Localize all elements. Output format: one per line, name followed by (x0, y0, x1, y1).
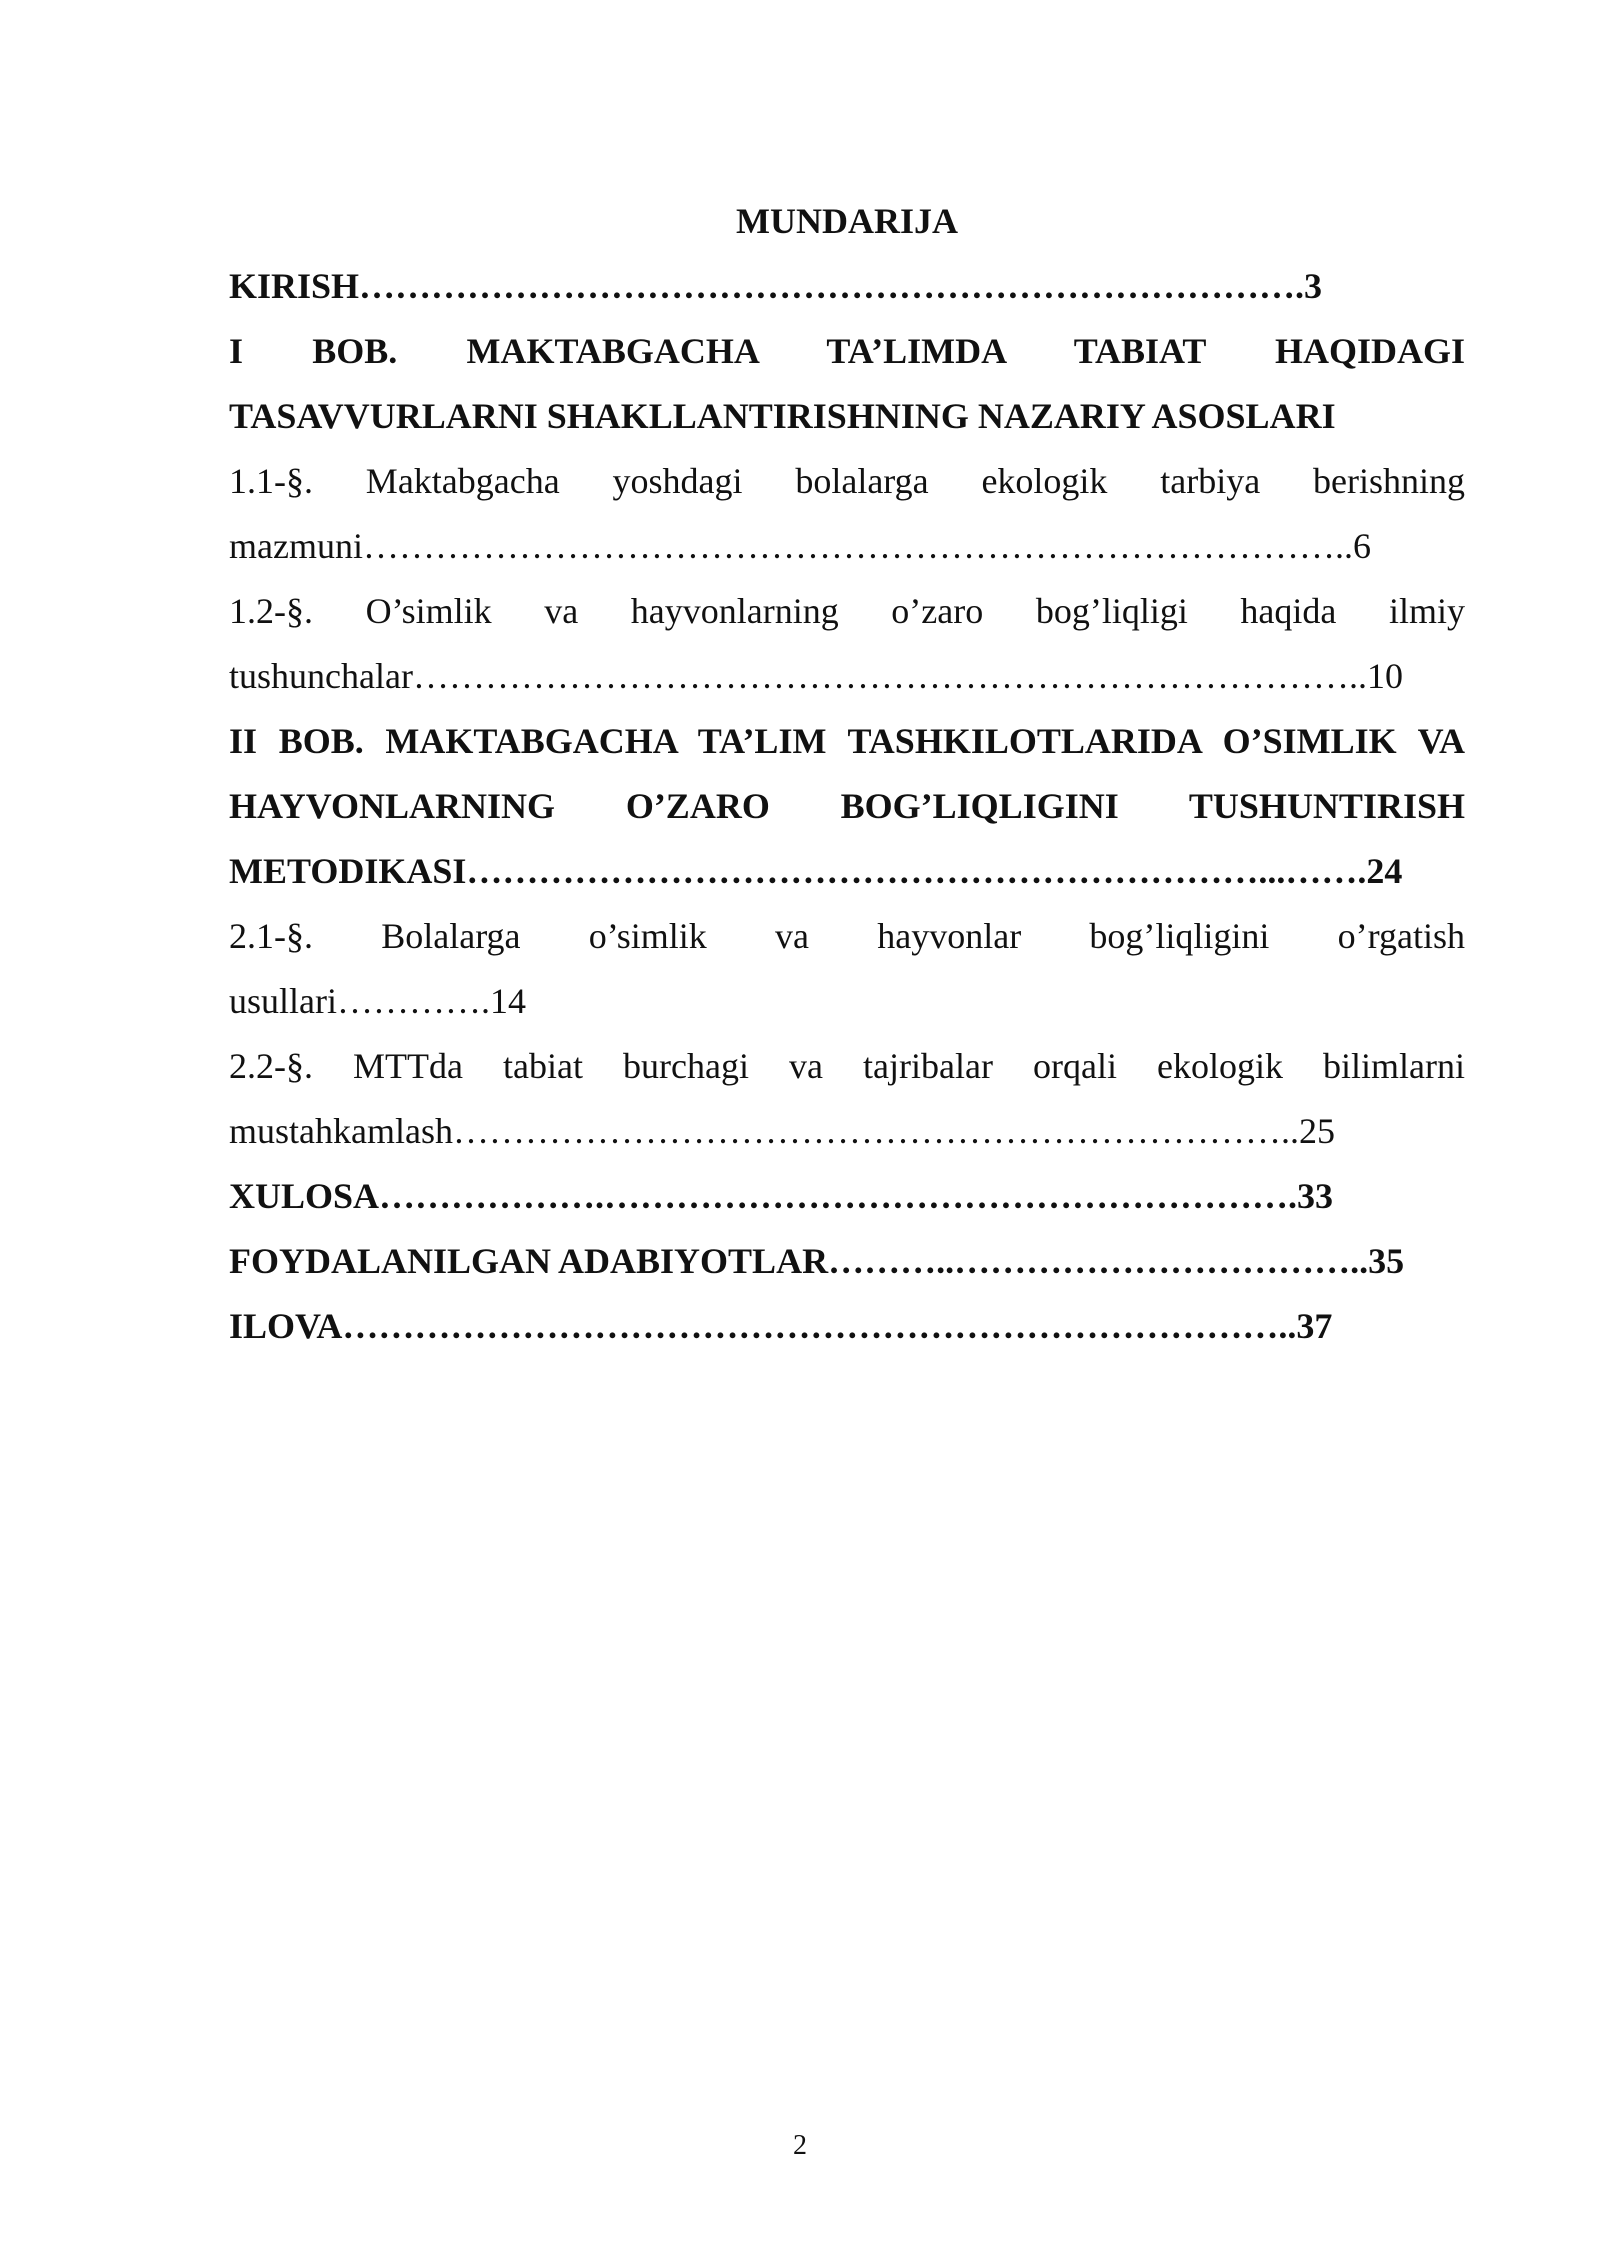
toc-entry-1-1-line2: mazmuni………………………………………………………………………..6 (229, 526, 1371, 566)
toc-entry-bob2-line3: METODIKASI…………………………………………………………...…….24 (229, 851, 1403, 891)
toc-entry-adabiyotlar: FOYDALANILGAN ADABIYOTLAR………..……………………………..35 (229, 1241, 1405, 1281)
toc-entry-ilova: ILOVA……………………………………………………………………..37 (229, 1306, 1333, 1346)
toc-entry-xulosa: XULOSA……………….………………………………………………….33 (229, 1176, 1334, 1216)
toc-entry-bob2-line1: II BOB. MAKTABGACHA TA’LIM TASHKILOTLARIDA O’SIMLIK VA (229, 721, 1465, 761)
table-of-contents (229, 189, 1465, 1359)
toc-entry-2-1-line2: usullari………….14 (229, 981, 526, 1021)
toc-title: MUNDARIJA (736, 201, 958, 241)
toc-entry-bob1-line1: I BOB. MAKTABGACHA TA’LIMDA TABIAT HAQIDAGI (229, 331, 1465, 371)
toc-entry-1-2-line2: tushunchalar……………………………………………………………………..10 (229, 656, 1403, 696)
toc-entry-2-1-line1: 2.1-§. Bolalarga o’simlik va hayvonlar bog’liqligini o’rgatish (229, 916, 1465, 956)
toc-entry-kirish: KIRISH…………………………………………………………………….3 (229, 266, 1323, 306)
toc-entry-1-1-line1: 1.1-§. Maktabgacha yoshdagi bolalarga ekologik tarbiya berishning (229, 461, 1465, 501)
toc-entry-2-2-line2: mustahkamlash……………………………………………………………..25 (229, 1111, 1335, 1151)
toc-entry-1-2-line1: 1.2-§. O’simlik va hayvonlarning o’zaro bog’liqligi haqida ilmiy (229, 591, 1465, 631)
toc-entry-2-2-line1: 2.2-§. MTTda tabiat burchagi va tajribalar orqali ekologik bilimlarni (229, 1046, 1465, 1086)
toc-entry-bob2-line2: HAYVONLARNING O’ZARO BOG’LIQLIGINI TUSHUNTIRISH (229, 786, 1465, 826)
toc-entry-bob1-line2: TASAVVURLARNI SHAKLLANTIRISHNING NAZARIY ASOSLARI (229, 396, 1336, 436)
page-number: 2 (793, 2130, 807, 2161)
